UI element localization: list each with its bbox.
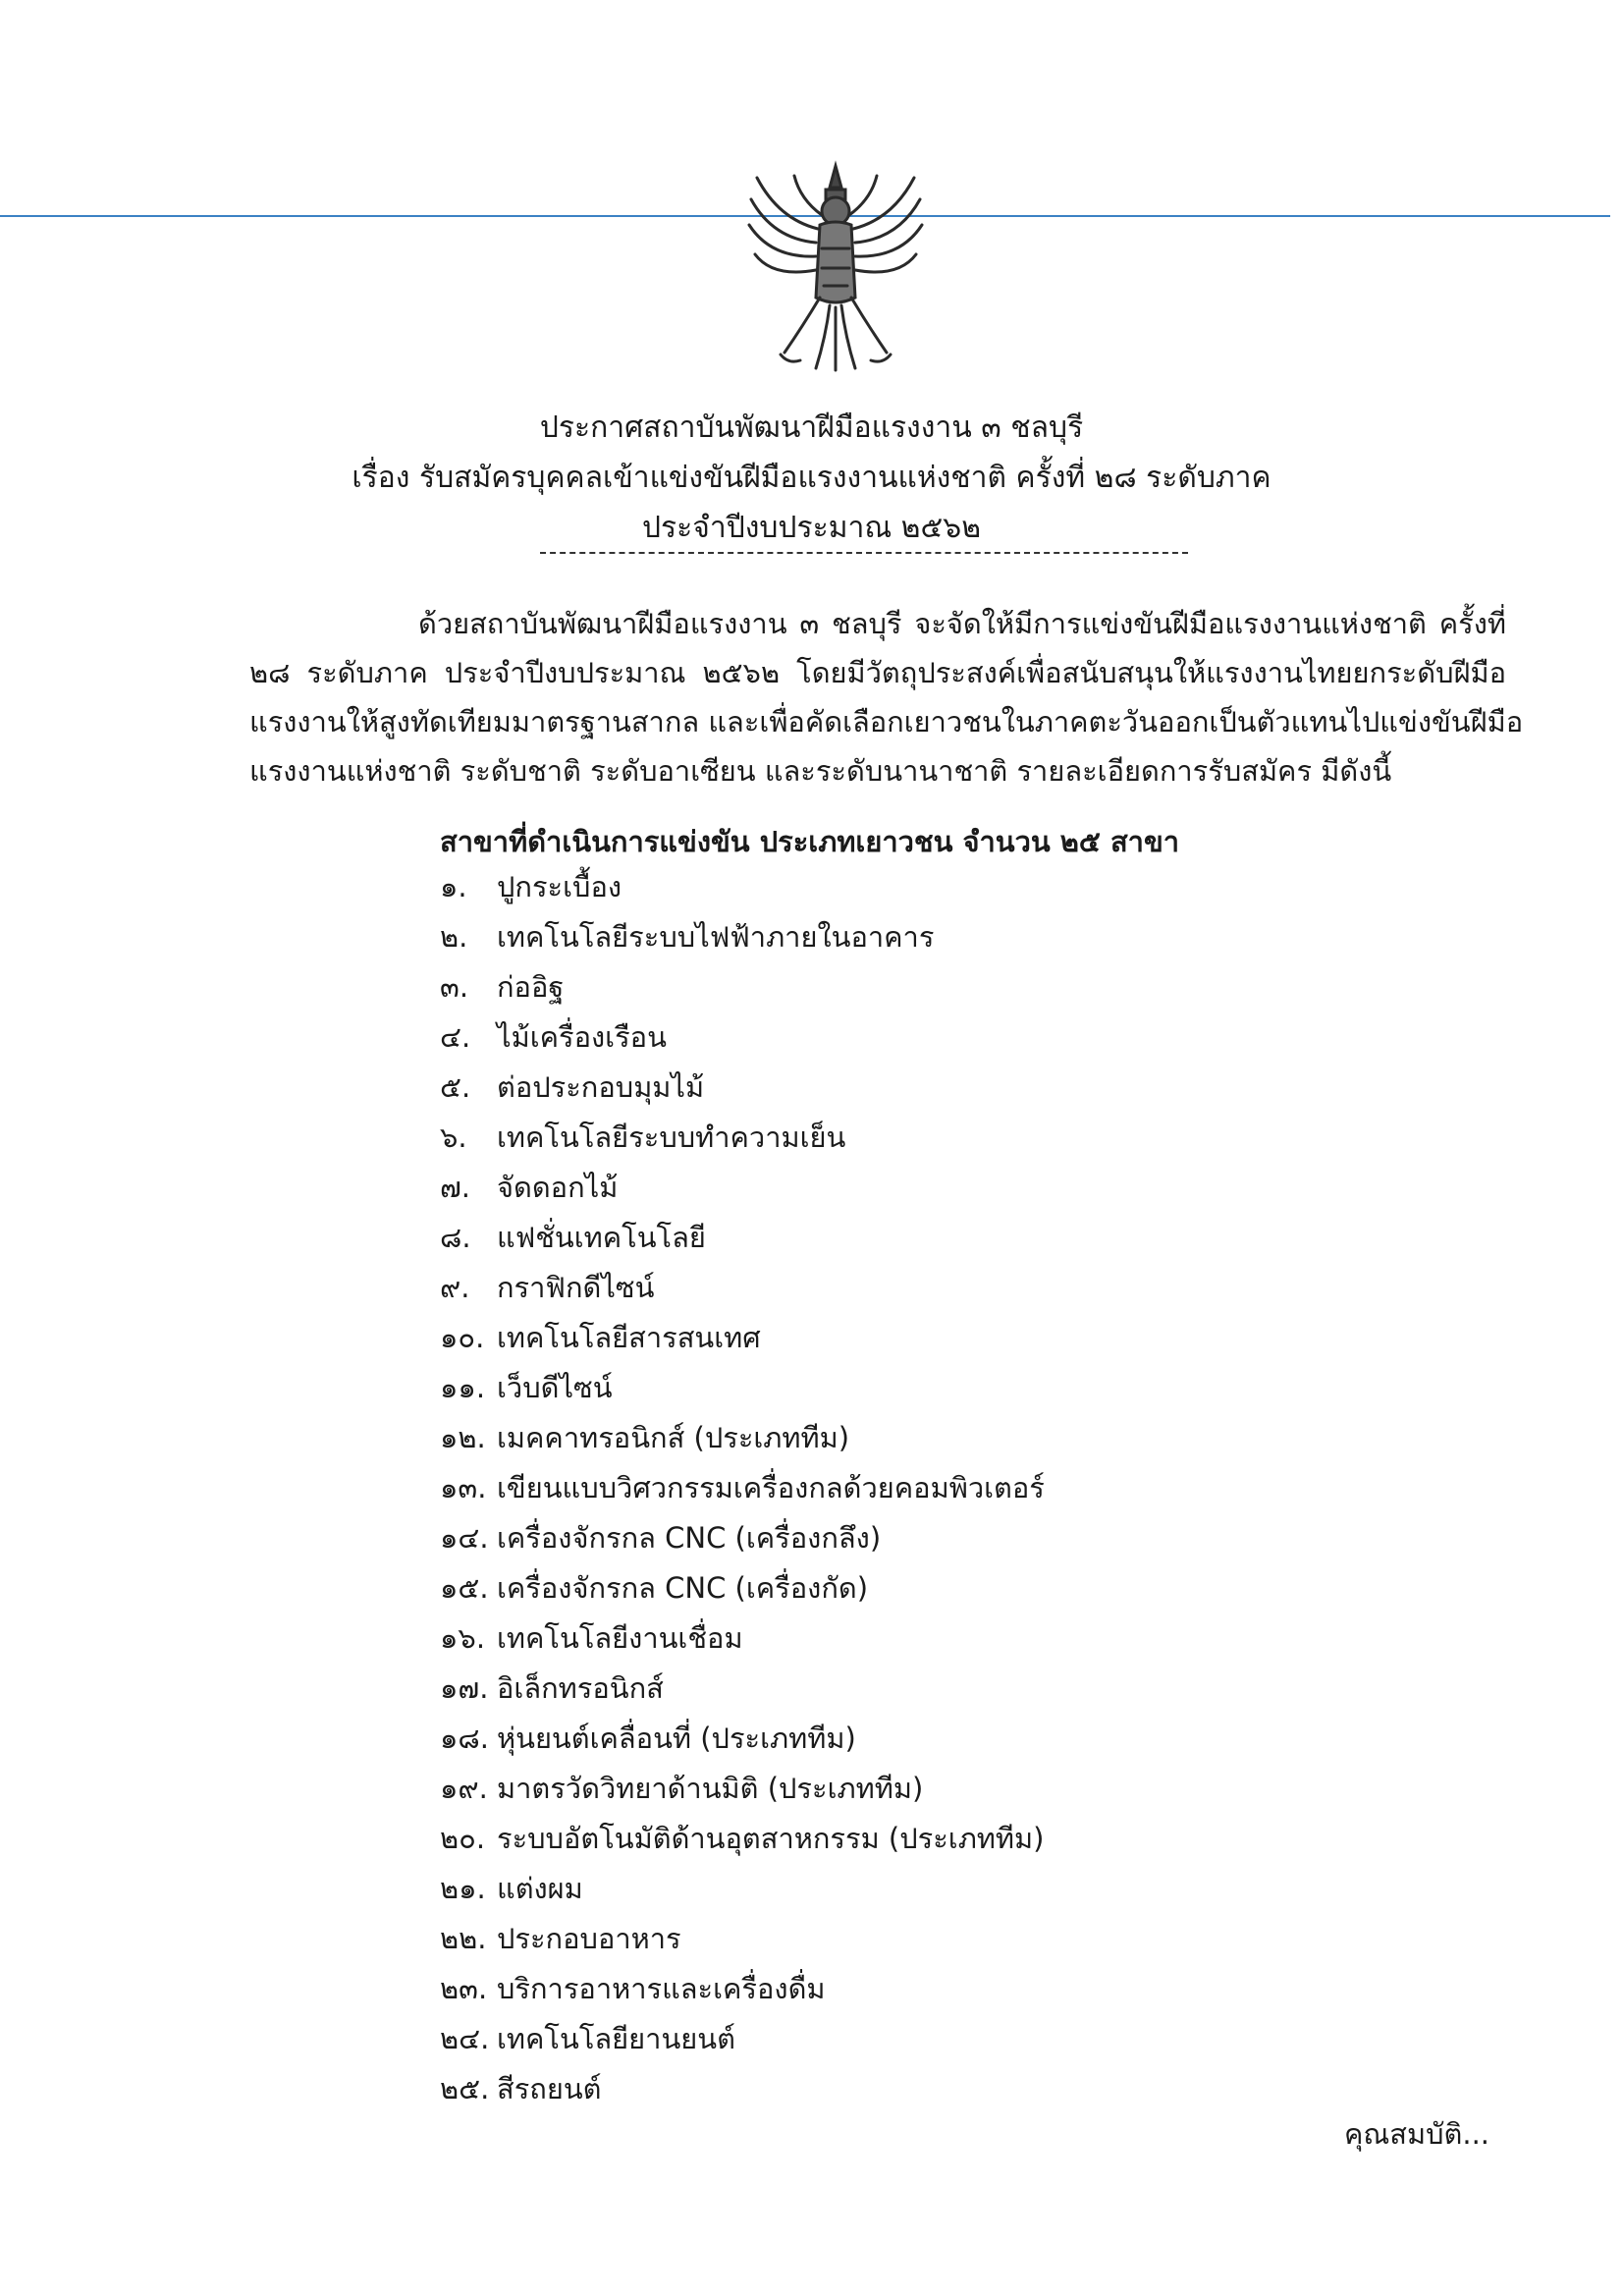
branch-name: เทคโนโลยีระบบทำความเย็น [497, 1121, 846, 1154]
branch-name: เครื่องจักรกล CNC (เครื่องกลึง) [497, 1521, 882, 1555]
list-item [440, 1864, 1045, 1914]
list-item [440, 1363, 1045, 1413]
branch-name: หุ่นยนต์เคลื่อนที่ (ประเภททีม) [497, 1722, 856, 1755]
list-item [440, 1463, 1045, 1513]
list-item [440, 1263, 1045, 1313]
branch-name: สีรถยนต์ [497, 2072, 602, 2105]
branch-number: ๒๐. [440, 1822, 486, 1855]
list-item [440, 1313, 1045, 1363]
garuda-emblem-icon [743, 160, 929, 376]
branch-number: ๒๕. [440, 2072, 490, 2105]
branch-number: ๑๒. [440, 1421, 486, 1454]
list-item [440, 1163, 1045, 1213]
branch-name: เทคโนโลยีระบบไฟฟ้าภายในอาคาร [497, 920, 935, 954]
branch-number: ๒. [440, 920, 468, 954]
list-item [440, 1814, 1045, 1864]
list-item [440, 912, 1045, 962]
branch-number: ๑๔. [440, 1521, 489, 1555]
branch-number: ๔. [440, 1020, 471, 1054]
branch-name: เครื่องจักรกล CNC (เครื่องกัด) [497, 1571, 869, 1605]
branch-number: ๑๓. [440, 1471, 487, 1504]
branch-name: มาตรวัดวิทยาด้านมิติ (ประเภททีม) [497, 1772, 924, 1805]
branch-name: แต่งผม [497, 1872, 583, 1905]
list-item [440, 862, 1045, 912]
announcement-fiscal-year: ประจำปีงบประมาณ ๒๕๖๒ [642, 511, 981, 545]
list-item [440, 1664, 1045, 1714]
continuation-text: คุณสมบัติ... [1344, 2117, 1490, 2151]
branch-name: ระบบอัตโนมัติด้านอุตสาหกรรม (ประเภททีม) [497, 1822, 1045, 1855]
branch-number: ๑๑. [440, 1371, 486, 1404]
branch-name: เทคโนโลยีสารสนเทศ [497, 1321, 761, 1354]
branch-name: จัดดอกไม้ [497, 1171, 619, 1204]
branch-number: ๑๗. [440, 1671, 489, 1705]
branch-number: ๑๕. [440, 1571, 489, 1605]
branch-number: ๘. [440, 1221, 471, 1254]
branch-name: อิเล็กทรอนิกส์ [497, 1671, 664, 1705]
branch-name: เขียนแบบวิศวกรรมเครื่องกลด้วยคอมพิวเตอร์ [497, 1471, 1045, 1504]
branch-number: ๒๑. [440, 1872, 486, 1905]
list-item [440, 1563, 1045, 1613]
list-item [440, 1063, 1045, 1113]
intro-line: แรงงานแห่งชาติ ระดับชาติ ระดับอาเซียน และระดับนานาชาติ รายละเอียดการรับสมัคร มีดังนี้ [249, 754, 1392, 788]
branch-name: แฟชั่นเทคโนโลยี [497, 1221, 706, 1254]
branch-name: เว็บดีไซน์ [497, 1371, 613, 1404]
branch-name: เทคโนโลยียานยนต์ [497, 2022, 735, 2055]
branch-number: ๑๘. [440, 1722, 489, 1755]
branch-name: ก่ออิฐ [497, 970, 565, 1004]
branch-name: ต่อประกอบมุมไม้ [497, 1070, 705, 1104]
branch-name: ประกอบอาหาร [497, 1922, 681, 1955]
branch-name: กราฟิกดีไซน์ [497, 1271, 655, 1304]
list-item [440, 2064, 1045, 2114]
intro-line: ด้วยสถาบันพัฒนาฝีมือแรงงาน ๓ ชลบุรี จะจัดให้มีการแข่งขันฝีมือแรงงานแห่งชาติ ครั้งที่ [418, 607, 1506, 640]
announcement-title: ประกาศสถาบันพัฒนาฝีมือแรงงาน ๓ ชลบุรี [539, 410, 1084, 445]
branch-number: ๓. [440, 970, 469, 1004]
intro-line: แรงงานให้สูงทัดเทียมมาตรฐานสากล และเพื่อคัดเลือกเยาวชนในภาคตะวันออกเป็นตัวแทนไปแข่งขันฝีมือ [249, 705, 1524, 738]
branch-number: ๖. [440, 1121, 467, 1154]
branch-number: ๒๒. [440, 1922, 487, 1955]
branch-number: ๒๓. [440, 1972, 488, 2005]
announcement-subject: เรื่อง รับสมัครบุคคลเข้าแข่งขันฝีมือแรงงานแห่งชาติ ครั้งที่ ๒๘ ระดับภาค [352, 461, 1271, 495]
list-item [440, 2014, 1045, 2064]
list-item [440, 1513, 1045, 1563]
list-item [440, 1764, 1045, 1814]
branch-number: ๒๔. [440, 2022, 490, 2055]
branch-list [440, 862, 1045, 2114]
branch-number: ๑๙. [440, 1772, 488, 1805]
list-item [440, 962, 1045, 1012]
list-item [440, 1964, 1045, 2014]
branch-name: เทคโนโลยีงานเชื่อม [497, 1621, 743, 1655]
list-item [440, 1914, 1045, 1964]
branch-number: ๑. [440, 870, 467, 903]
branch-name: เมคคาทรอนิกส์ (ประเภททีม) [497, 1421, 850, 1454]
branches-heading: สาขาที่ดำเนินการแข่งขัน ประเภทเยาวชน จำนวน ๒๕ สาขา [440, 825, 1180, 858]
list-item [440, 1113, 1045, 1163]
list-item [440, 1012, 1045, 1063]
list-item [440, 1213, 1045, 1263]
branch-name: บริการอาหารและเครื่องดื่ม [497, 1972, 826, 2005]
branch-number: ๑๐. [440, 1321, 485, 1354]
list-item [440, 1413, 1045, 1463]
intro-line: ๒๘ ระดับภาค ประจำปีงบประมาณ ๒๕๖๒ โดยมีวัตถุประสงค์เพื่อสนับสนุนให้แรงงานไทยยกระดับฝีมือ [249, 656, 1506, 689]
intro-paragraph [249, 599, 1524, 795]
branch-number: ๑๖. [440, 1621, 486, 1655]
list-item [440, 1613, 1045, 1664]
branch-name: ไม้เครื่องเรือน [497, 1020, 667, 1054]
branch-number: ๗. [440, 1171, 471, 1204]
title-divider [540, 552, 1188, 554]
branch-name: ปูกระเบื้อง [497, 870, 622, 903]
branch-number: ๕. [440, 1070, 471, 1104]
list-item [440, 1714, 1045, 1764]
branch-number: ๙. [440, 1271, 470, 1304]
